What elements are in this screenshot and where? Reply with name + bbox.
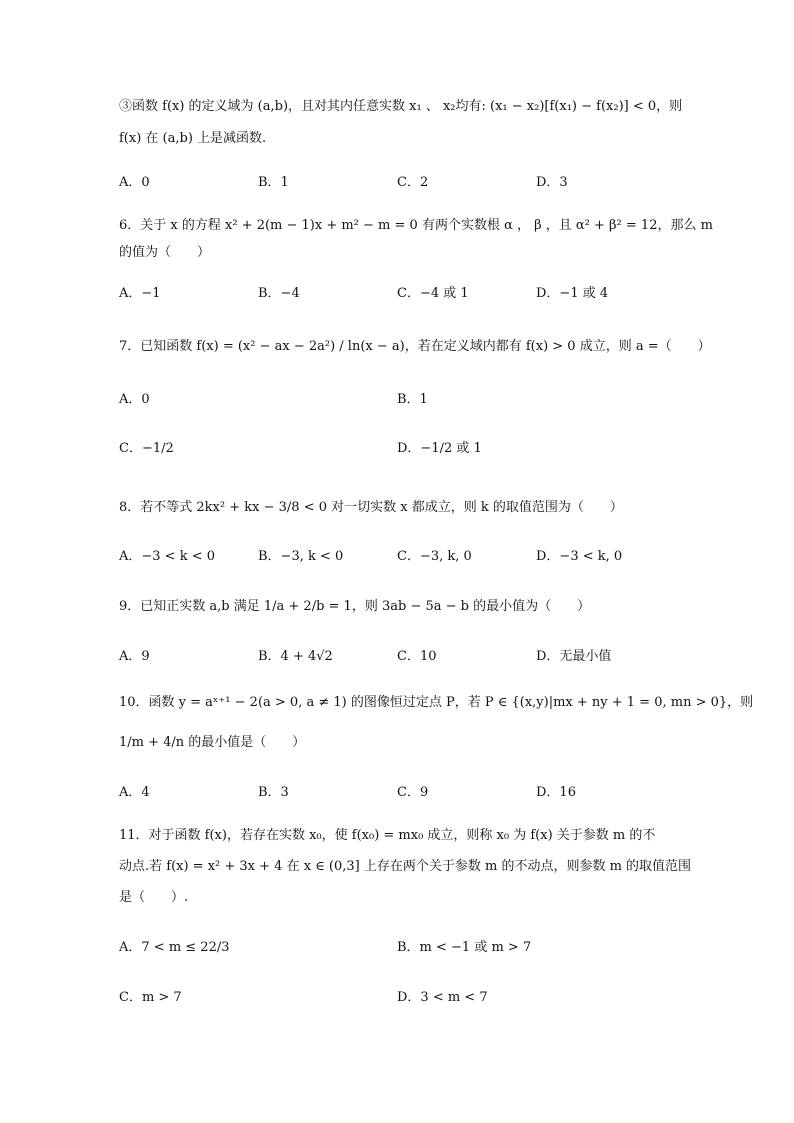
q7-option-d: D．−1/2 或 1 [397, 441, 482, 456]
q11-option-a: A．7 < m ≤ 22/3 [119, 940, 230, 955]
q11-option-b: B．m < −1 或 m > 7 [397, 940, 532, 955]
q11-stem-line3: 是（ ）. [119, 890, 189, 905]
q8-stem: 8．若不等式 2kx² + kx − 3/8 < 0 对一切实数 x 都成立，则 k 的取值范围为（ ） [119, 500, 623, 515]
q6-option-b: B．−4 [258, 286, 300, 301]
q8-option-d: D．−3 < k, 0 [536, 549, 623, 564]
q6-option-d: D．−1 或 4 [536, 286, 609, 301]
q8-option-a: A．−3 < k < 0 [119, 549, 216, 564]
q7-option-c: C．−1/2 [119, 441, 174, 456]
q9-option-d: D．无最小值 [536, 649, 612, 664]
q11-stem-line1: 11．对于函数 f(x)，若存在实数 x₀，使 f(x₀) = mx₀ 成立，则称 x₀ 为 f(x) 关于参数 m 的不 [119, 828, 656, 843]
q11-option-c: C．m > 7 [119, 990, 182, 1005]
q5-item3-line2: f(x) 在 (a,b) 上是减函数. [119, 131, 267, 146]
q6-stem-line1: 6．关于 x 的方程 x² + 2(m − 1)x + m² − m = 0 有两个实数根 α ， β ，且 α² + β² = 12，那么 m [119, 218, 713, 233]
q10-option-d: D．16 [536, 785, 576, 800]
q6-stem-line2: 的值为（ ） [119, 245, 211, 260]
q10-option-c: C．9 [397, 785, 429, 800]
q6-option-a: A．−1 [119, 286, 161, 301]
q9-option-b: B．4 + 4√2 [258, 649, 333, 664]
q5-option-b: B．1 [258, 175, 289, 190]
q10-option-b: B．3 [258, 785, 289, 800]
q9-option-a: A．9 [119, 649, 150, 664]
q5-option-d: D．3 [536, 175, 568, 190]
q8-option-c: C．−3, k, 0 [397, 549, 472, 564]
q5-item3-line1: ③函数 f(x) 的定义域为 (a,b)，且对其内任意实数 x₁ 、 x₂均有: (x₁ − x₂)[f(x₁) − f(x₂)] < 0，则 [119, 99, 683, 114]
q9-stem: 9．已知正实数 a,b 满足 1/a + 2/b = 1，则 3ab − 5a − b 的最小值为（ ） [119, 599, 591, 614]
q10-option-a: A．4 [119, 785, 150, 800]
q9-option-c: C．10 [397, 649, 437, 664]
q7-stem: 7．已知函数 f(x) = (x² − ax − 2a²) / ln(x − a)，若在定义域内都有 f(x) > 0 成立，则 a =（ ） [119, 339, 711, 354]
q5-option-c: C．2 [397, 175, 429, 190]
q7-option-b: B．1 [397, 392, 428, 407]
q8-option-b: B．−3, k < 0 [258, 549, 344, 564]
q11-stem-line2: 动点.若 f(x) = x² + 3x + 4 在 x ∈ (0,3] 上存在两个关于参数 m 的不动点，则参数 m 的取值范围 [119, 859, 692, 874]
q10-stem-line2: 1/m + 4/n 的最小值是（ ） [119, 735, 306, 750]
q10-stem-line1: 10．函数 y = aˣ⁺¹ − 2(a > 0, a ≠ 1) 的图像恒过定点 P，若 P ∈ {(x,y)|mx + ny + 1 = 0, mn > 0}，则 [119, 695, 754, 710]
q7-option-a: A．0 [119, 392, 150, 407]
q6-option-c: C．−4 或 1 [397, 286, 469, 301]
q11-option-d: D．3 < m < 7 [397, 990, 488, 1005]
q5-option-a: A．0 [119, 175, 150, 190]
